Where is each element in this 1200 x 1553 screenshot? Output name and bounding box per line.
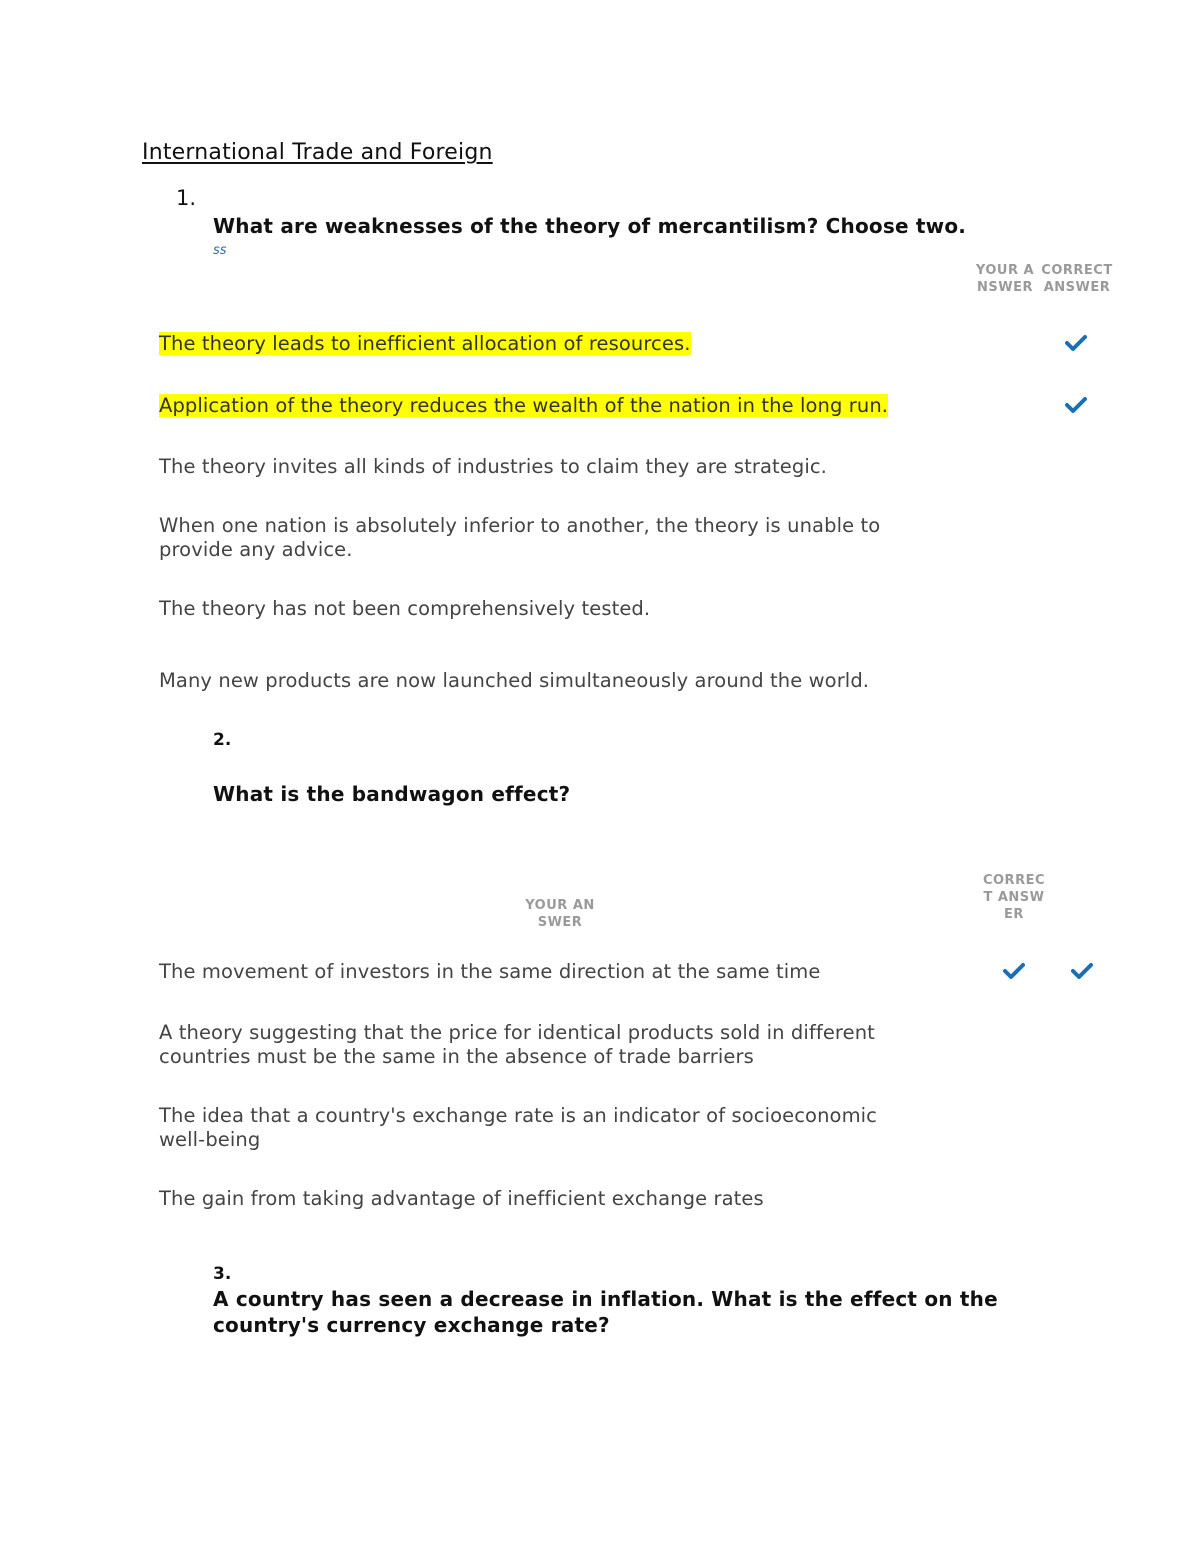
question-1-text: What are weaknesses of the theory of mercantilism? Choose two.	[213, 214, 967, 238]
check-icon	[1071, 962, 1093, 980]
question-2-text: What is the bandwagon effect?	[213, 782, 571, 806]
question-1-note: ss	[213, 243, 227, 258]
q2-option-3[interactable]: The idea that a country's exchange rate is an indicator of socioeconomic well-being	[159, 1104, 878, 1151]
question-3-text: A country has seen a decrease in inflation. What is the effect on the country's currency exchange rate?	[213, 1287, 998, 1337]
check-icon	[1003, 962, 1025, 980]
check-icon	[1065, 334, 1087, 352]
correct-answer-header-q2: CORRECT ANSWER	[982, 873, 1046, 922]
q1-option-1[interactable]	[159, 332, 691, 356]
document-title: International Trade and Foreign	[142, 140, 493, 165]
question-2-number: 2.	[213, 730, 232, 750]
q1-option-4[interactable]: When one nation is absolutely inferior to another, the theory is unable to provide any advice.	[159, 514, 881, 561]
q2-option-4[interactable]: The gain from taking advantage of inefficient exchange rates	[159, 1187, 764, 1210]
q1-option-5[interactable]: The theory has not been comprehensively tested.	[159, 597, 651, 620]
q2-option-1[interactable]: The movement of investors in the same direction at the same time	[159, 960, 821, 983]
your-answer-header-q2: YOUR ANSWER	[525, 898, 595, 930]
check-icon	[1065, 396, 1087, 414]
q1-option-2-text: Application of the theory reduces the wealth of the nation in the long run.	[159, 394, 889, 417]
q2-option-2[interactable]: A theory suggesting that the price for identical products sold in different countries must be the same in the absence of trade barriers	[159, 1021, 875, 1068]
q1-option-6[interactable]: Many new products are now launched simultaneously around the world.	[159, 669, 870, 692]
correct-answer-header-q1: CORRECT ANSWER	[1041, 263, 1113, 295]
q1-option-1-text: The theory leads to inefficient allocation of resources.	[159, 332, 691, 355]
q1-option-2[interactable]	[159, 394, 888, 418]
question-1-number: 1.	[176, 186, 197, 210]
question-3-number: 3.	[213, 1264, 232, 1284]
q1-option-3[interactable]: The theory invites all kinds of industries to claim they are strategic.	[159, 455, 827, 478]
your-answer-header-q1: YOUR ANSWER	[975, 263, 1035, 295]
